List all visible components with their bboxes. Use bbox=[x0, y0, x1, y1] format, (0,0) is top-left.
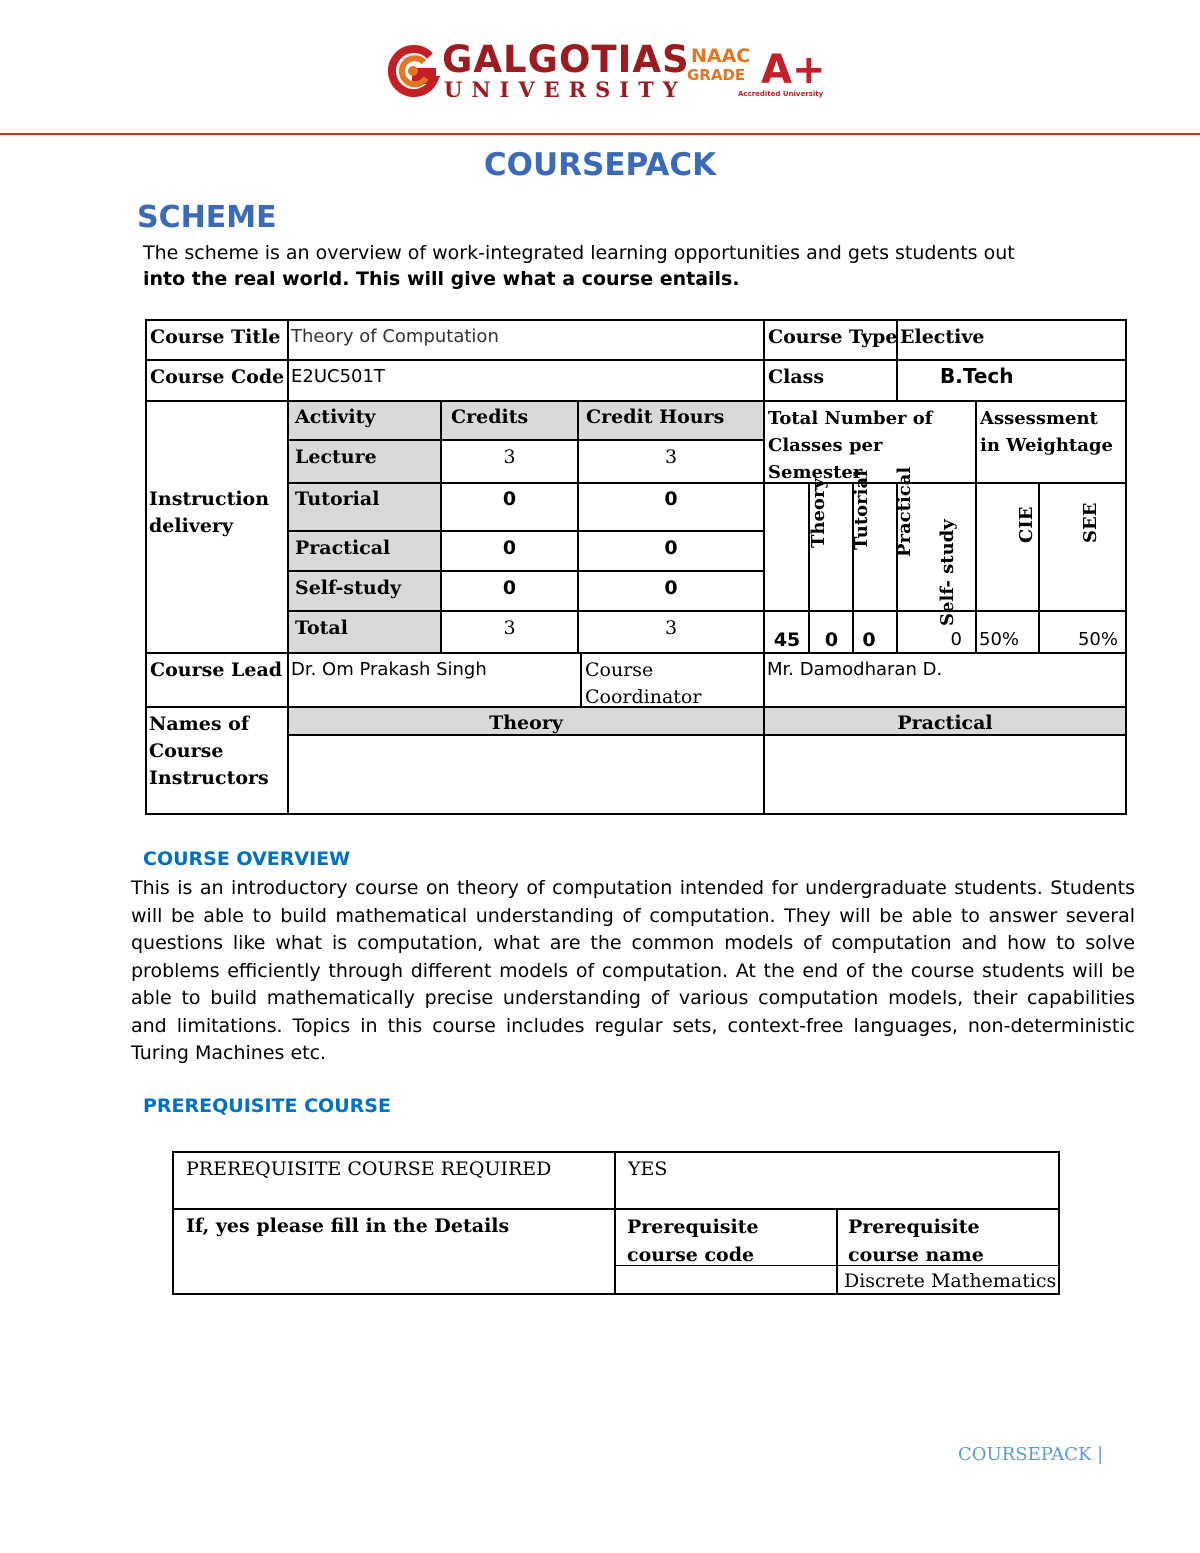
page-footer: COURSEPACK | bbox=[958, 1444, 1104, 1465]
course-lead-label: Course Lead bbox=[150, 659, 283, 681]
course-instructors-label: Names of Course Instructors bbox=[149, 713, 269, 789]
prereq-name-header: Prerequisite course name bbox=[848, 1216, 984, 1266]
practical-col-header: Practical bbox=[894, 466, 915, 557]
logo-university: UNIVERSITY bbox=[444, 77, 687, 102]
prereq-required-value: YES bbox=[628, 1158, 668, 1180]
course-lead-value: Dr. Om Prakash Singh bbox=[291, 659, 487, 680]
practical-hours: 0 bbox=[664, 537, 678, 559]
credit-hours-header: Credit Hours bbox=[586, 406, 725, 428]
course-code-label: Course Code bbox=[150, 366, 285, 388]
logo-name: GALGOTIAS bbox=[442, 38, 690, 81]
activity-lecture: Lecture bbox=[295, 446, 377, 468]
prereq-code-header: Prerequisite course code bbox=[627, 1216, 759, 1266]
total-hours: 3 bbox=[664, 617, 678, 639]
scheme-heading: SCHEME bbox=[137, 200, 277, 235]
scheme-intro-line2: into the real world. This will give what a course entails. bbox=[143, 268, 740, 290]
naac-label: NAAC bbox=[691, 45, 751, 67]
tutorial-hours: 0 bbox=[664, 488, 678, 510]
self-study-col-header: Self- study bbox=[937, 519, 958, 626]
total-see: 50% bbox=[1077, 629, 1118, 650]
naac-grade-label: GRADE bbox=[687, 66, 746, 84]
course-title-label: Course Title bbox=[150, 326, 281, 348]
tutorial-credits: 0 bbox=[502, 488, 517, 510]
course-overview-text: This is an introductory course on theory of computation intended for undergraduate students. Students will be able to build mathematical understanding of computation. They will be able to answer several questions like what is computation, what are the common models of computation and how to solve problems efficiently through different models of computation. At the end of the course students will be able to build mathematically precise understanding of various computation models, their capabilities and limitations. Topics in this course includes regular sets, context-free languages, non-deterministic Turing Machines etc. bbox=[131, 877, 1135, 1064]
practical-credits: 0 bbox=[502, 537, 517, 559]
lecture-credits: 3 bbox=[503, 446, 516, 468]
naac-subtext: Accredited University bbox=[738, 90, 824, 98]
total-tutorial: 0 bbox=[824, 629, 839, 651]
activity-self-study: Self-study bbox=[295, 577, 402, 599]
self-study-hours: 0 bbox=[664, 577, 678, 599]
see-col-header: SEE bbox=[1080, 502, 1101, 543]
instructors-theory-header: Theory bbox=[489, 712, 563, 734]
activity-tutorial: Tutorial bbox=[295, 488, 380, 510]
cie-col-header: CIE bbox=[1016, 506, 1037, 543]
course-overview-heading: COURSE OVERVIEW bbox=[143, 848, 351, 870]
scheme-intro-line1: The scheme is an overview of work-integrated learning opportunities and gets students out bbox=[143, 242, 1015, 264]
total-credits: 3 bbox=[503, 617, 516, 639]
course-title-value: Theory of Computation bbox=[291, 326, 499, 347]
activity-practical: Practical bbox=[295, 537, 391, 559]
course-coordinator-label: Course Coordinator bbox=[585, 659, 702, 708]
credits-header: Credits bbox=[451, 406, 529, 428]
prereq-code-value bbox=[617, 1267, 621, 1271]
assessment-header: Assessment in Weightage bbox=[980, 408, 1113, 456]
tutorial-col-header: Tutorial bbox=[851, 470, 872, 550]
theory-col-header: Theory bbox=[808, 478, 829, 548]
total-theory: 45 bbox=[773, 629, 801, 651]
total-cie: 50% bbox=[979, 629, 1020, 650]
page-title: COURSEPACK bbox=[483, 147, 717, 183]
prereq-name-value: Discrete Mathematics bbox=[844, 1270, 1057, 1292]
total-practical: 0 bbox=[862, 629, 876, 651]
prereq-required-label: PREREQUISITE COURSE REQUIRED bbox=[186, 1158, 552, 1180]
naac-grade-value: A+ bbox=[761, 47, 826, 93]
total-classes-header: Total Number of Classes per Semester bbox=[768, 408, 933, 483]
instruction-delivery-label: Instruction delivery bbox=[149, 488, 270, 537]
instructors-practical-header: Practical bbox=[897, 712, 993, 734]
lecture-hours: 3 bbox=[664, 446, 678, 468]
activity-total: Total bbox=[295, 617, 348, 639]
self-study-credits: 0 bbox=[502, 577, 517, 599]
course-type-value: Elective bbox=[900, 326, 985, 348]
total-self-study: 0 bbox=[950, 629, 962, 650]
activity-header: Activity bbox=[295, 406, 376, 428]
class-value: B.Tech bbox=[940, 364, 1014, 388]
prerequisite-heading: PREREQUISITE COURSE bbox=[143, 1095, 391, 1117]
course-coordinator-value: Mr. Damodharan D. bbox=[767, 659, 943, 680]
class-label: Class bbox=[768, 366, 825, 388]
course-code-value: E2UC501T bbox=[291, 366, 385, 387]
prereq-details-label: If, yes please fill in the Details bbox=[186, 1215, 510, 1237]
course-type-label: Course Type bbox=[768, 326, 898, 348]
